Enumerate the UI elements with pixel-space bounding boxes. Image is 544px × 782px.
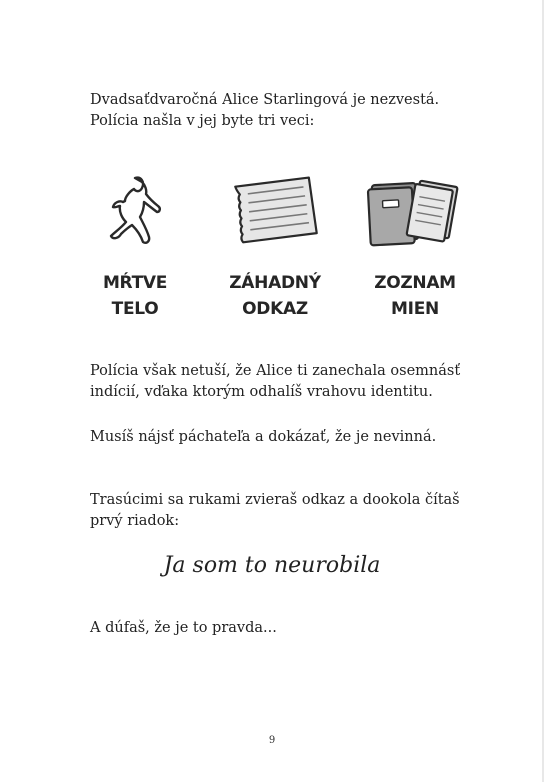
item-label-line: ZÁHADNÝ	[229, 273, 321, 293]
item-dead-body	[80, 170, 190, 322]
paragraph-2-line-1: Polícia však netuší, že Alice ti zanechala osemnásť	[90, 363, 461, 379]
item-label-mysterious-note	[220, 270, 330, 322]
intro-line-2: Polícia našla v jej byte tri veci:	[90, 113, 315, 129]
paragraph-3	[90, 427, 490, 448]
item-name-list	[360, 170, 470, 322]
item-label-dead-body	[80, 270, 190, 322]
torn-note-icon	[227, 170, 323, 250]
chalk-outline-icon	[95, 170, 175, 250]
paragraph-4-line-2: prvý riadok:	[90, 513, 180, 529]
intro-paragraph	[90, 90, 490, 132]
item-label-line: MŔTVE	[102, 273, 168, 293]
item-label-line: TELO	[111, 299, 159, 319]
item-label-line: ODKAZ	[242, 299, 308, 319]
paragraph-4	[90, 490, 490, 532]
notebooks-icon	[365, 170, 465, 250]
paragraph-4-line-1: Trasúcimi sa rukami zvieraš odkaz a dookola čítaš	[90, 492, 460, 508]
paragraph-3-line: Musíš nájsť páchateľa a dokázať, že je nevinná.	[90, 429, 437, 445]
evidence-items	[80, 170, 480, 319]
closing-paragraph	[90, 618, 490, 639]
note-quote: Ja som to neurobila	[163, 553, 381, 578]
page-number: 9	[268, 735, 276, 746]
item-label-name-list	[360, 270, 470, 322]
paragraph-2-line-2: indícií, vďaka ktorým odhalíš vrahovu identitu.	[90, 384, 433, 400]
closing-line: A dúfaš, že je to pravda...	[90, 620, 277, 636]
paragraph-2	[90, 361, 490, 403]
item-label-line: ZOZNAM	[374, 273, 456, 293]
intro-line-1: Dvadsaťdvaročná Alice Starlingová je nezvestá.	[90, 92, 440, 108]
item-label-line: MIEN	[391, 299, 439, 319]
item-mysterious-note	[220, 170, 330, 322]
